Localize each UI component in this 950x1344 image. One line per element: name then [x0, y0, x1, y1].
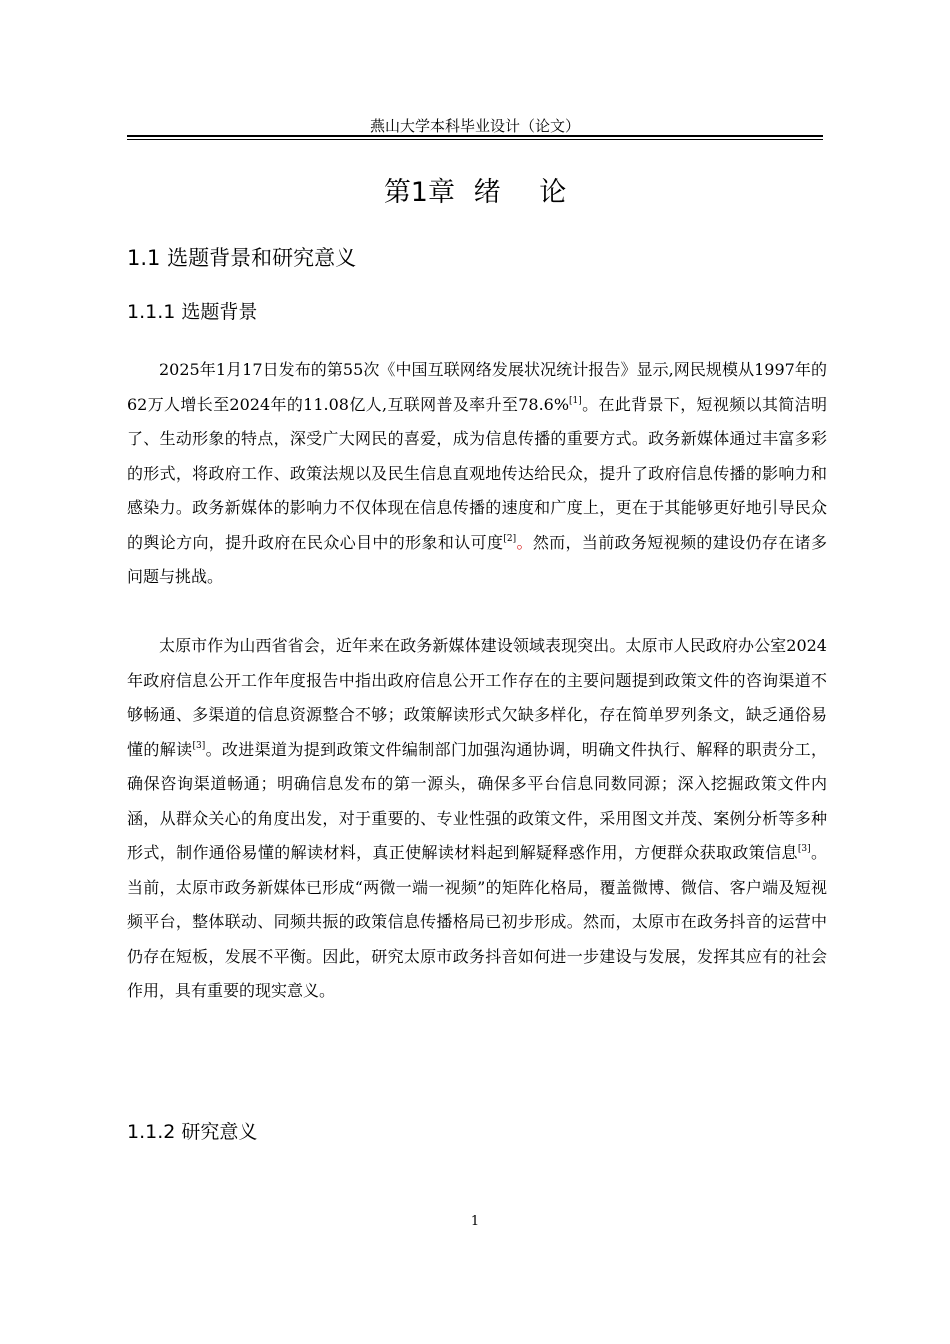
section-heading-1-1: 1.1 选题背景和研究意义 [127, 246, 357, 270]
paragraph-background-1 [127, 353, 827, 595]
para2-text-1: 太原市作为山西省省会，近年来在政务新媒体建设领域表现突出。太原市人民政府办公室2024年政府信息公开工作年度报告中指出政府信息公开工作存在的主要问题提到政策文件的咨询渠道不够畅通、多渠道的信息资源整合不够；政策解读形式欠缺多样化，存在简单罗列条文，缺乏通俗易懂的解读 [127, 636, 827, 759]
section-heading-1-1-2: 1.1.2 研究意义 [127, 1121, 258, 1143]
para2-text-2: 。改进渠道为提到政策文件编制部门加强沟通协调，明确文件执行、解释的职责分工，确保咨询渠道畅通；明确信息发布的第一源头，确保多平台信息同数同源；深入挖掘政策文件内涵，从群众关心的角度出发，对于重要的、专业性强的政策文件，采用图文并茂、案例分析等多种形式，制作通俗易懂的解读材料，真正使解读材料起到解疑释惑作用，方便群众获取政策信息 [127, 739, 827, 862]
para1-text-2: 。在此背景下，短视频以其简洁明了、生动形象的特点，深受广大网民的喜爱，成为信息传播的重要方式。政务新媒体通过丰富多彩的形式，将政府工作、政策法规以及民生信息直观地传达给民众，提升了政府信息传播的影响力和感染力。政务新媒体的影响力不仅体现在信息传播的速度和广度上，更在于其能够更好地引导民众的舆论方向，提升政府在民众心目中的形象和认可度 [127, 394, 827, 552]
chapter-title-char1: 绪 [473, 177, 501, 208]
para1-text-1: 2025年1月17日发布的第55次《中国互联网络发展状况统计报告》显示,网民规模从1997年的62万人增长至2024年的11.08亿人,互联网普及率升至78.6% [127, 360, 827, 414]
paragraph-background-2 [127, 629, 827, 1009]
citation-3b: [3] [797, 844, 811, 854]
citation-2: [2] [503, 533, 517, 544]
chapter-title-char2: 论 [539, 177, 567, 208]
header-rule-thick [127, 135, 823, 137]
running-header: 燕山大学本科毕业设计（论文） [369, 117, 580, 135]
page-number: 1 [470, 1214, 480, 1229]
section-heading-1-1-1: 1.1.1 选题背景 [127, 301, 258, 323]
citation-1: [1] [569, 395, 582, 406]
para1-red-period: 。 [516, 532, 533, 552]
para2-text-3: 。当前，太原市政务新媒体已形成“两微一端一视频”的矩阵化格局，覆盖微博、微信、客户端及短视频平台，整体联动、同频共振的政策信息传播格局已初步形成。然而，太原市在政务抖音的运营中仍存在短板，发展不平衡。因此，研究太原市政务抖音如何进一步建设与发展，发挥其应有的社会作用，具有重要的现实意义。 [127, 843, 827, 1000]
header-rule-thin [127, 139, 823, 140]
chapter-number: 第1章 [383, 177, 455, 208]
chapter-title [127, 175, 823, 211]
citation-3a: [3] [192, 740, 206, 751]
para1-text-3: 然而，当前政务短视频的建设仍存在诸多问题与挑战。 [127, 532, 827, 586]
